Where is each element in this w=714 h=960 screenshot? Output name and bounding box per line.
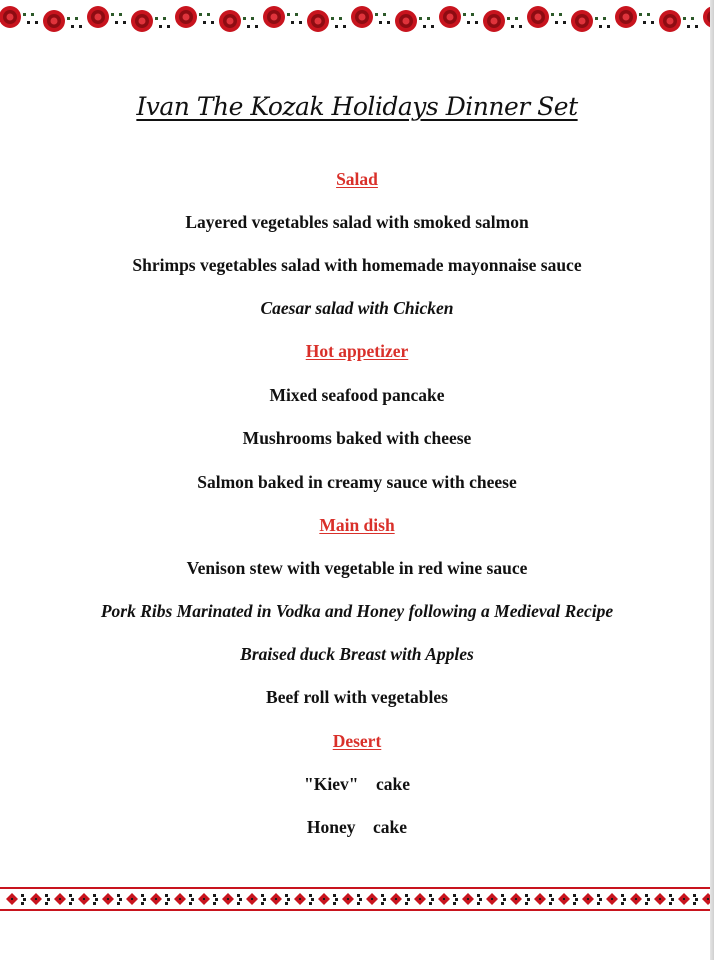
rose-motif	[439, 6, 478, 28]
geometric-motif	[654, 893, 674, 905]
geometric-motif	[6, 893, 26, 905]
rose-motif	[659, 10, 698, 32]
rose-motif	[483, 10, 522, 32]
menu-item: Layered vegetables salad with smoked salmon	[185, 212, 529, 232]
geometric-motif	[438, 893, 458, 905]
rose-motif	[43, 10, 82, 32]
menu-title: Ivan The Kozak Holidays Dinner Set	[136, 92, 578, 121]
rose-motif	[527, 6, 566, 28]
bottom-embroidery-border	[0, 884, 710, 914]
geometric-motif	[222, 893, 242, 905]
rose-motif	[0, 6, 38, 28]
section-heading-main-dish: Main dish	[319, 515, 395, 535]
section-heading-hot-appetizer: Hot appetizer	[305, 341, 409, 361]
geometric-motif	[54, 893, 74, 905]
geometric-motif	[366, 893, 386, 905]
menu-item: Pork Ribs Marinated in Vodka and Honey following a Medieval Recipe	[100, 601, 614, 621]
menu-item: Caesar salad with Chicken	[260, 298, 454, 318]
geometric-motif	[558, 893, 578, 905]
geometric-motif	[606, 893, 626, 905]
section-heading-salad: Salad	[336, 169, 378, 189]
menu-item: "Kiev" cake	[304, 774, 410, 794]
geometric-motif	[126, 893, 146, 905]
geometric-motif	[342, 893, 362, 905]
rose-motif	[219, 10, 258, 32]
rose-motif	[175, 6, 214, 28]
geometric-motif	[510, 893, 530, 905]
section-heading-desert: Desert	[332, 731, 382, 751]
menu-item: Beef roll with vegetables	[266, 687, 448, 707]
rose-motif	[307, 10, 346, 32]
geometric-motif	[390, 893, 410, 905]
menu-item: Mixed seafood pancake	[269, 385, 445, 405]
menu-item: Shrimps vegetables salad with homemade mayonnaise sauce	[132, 255, 582, 275]
red-rose-embroidery-icon	[0, 0, 710, 40]
geometric-embroidery-icon	[0, 884, 710, 914]
menu-item: Salmon baked in creamy sauce with cheese	[197, 472, 517, 492]
geometric-motif	[582, 893, 602, 905]
rose-motif	[351, 6, 390, 28]
rose-motif	[615, 6, 654, 28]
geometric-motif	[150, 893, 170, 905]
rose-motif	[703, 6, 710, 28]
geometric-motif	[78, 893, 98, 905]
geometric-motif	[198, 893, 218, 905]
menu-item: Venison stew with vegetable in red wine sauce	[186, 558, 528, 578]
geometric-motif	[30, 893, 50, 905]
geometric-motif	[630, 893, 650, 905]
geometric-motif	[318, 893, 338, 905]
menu-item: Braised duck Breast with Apples	[240, 644, 474, 664]
geometric-motif	[270, 893, 290, 905]
top-embroidery-border	[0, 0, 710, 40]
geometric-motif	[102, 893, 122, 905]
menu-item: Mushrooms baked with cheese	[242, 428, 472, 448]
geometric-motif	[174, 893, 194, 905]
geometric-motif	[534, 893, 554, 905]
geometric-motif	[678, 893, 698, 905]
geometric-motif	[486, 893, 506, 905]
geometric-motif	[702, 893, 710, 905]
rose-motif	[131, 10, 170, 32]
geometric-motif	[414, 893, 434, 905]
rose-motif	[263, 6, 302, 28]
geometric-motif	[294, 893, 314, 905]
rose-motif	[87, 6, 126, 28]
rose-motif	[571, 10, 610, 32]
rose-motif	[395, 10, 434, 32]
geometric-motif	[462, 893, 482, 905]
geometric-motif	[246, 893, 266, 905]
menu-item: Honey cake	[306, 817, 408, 837]
